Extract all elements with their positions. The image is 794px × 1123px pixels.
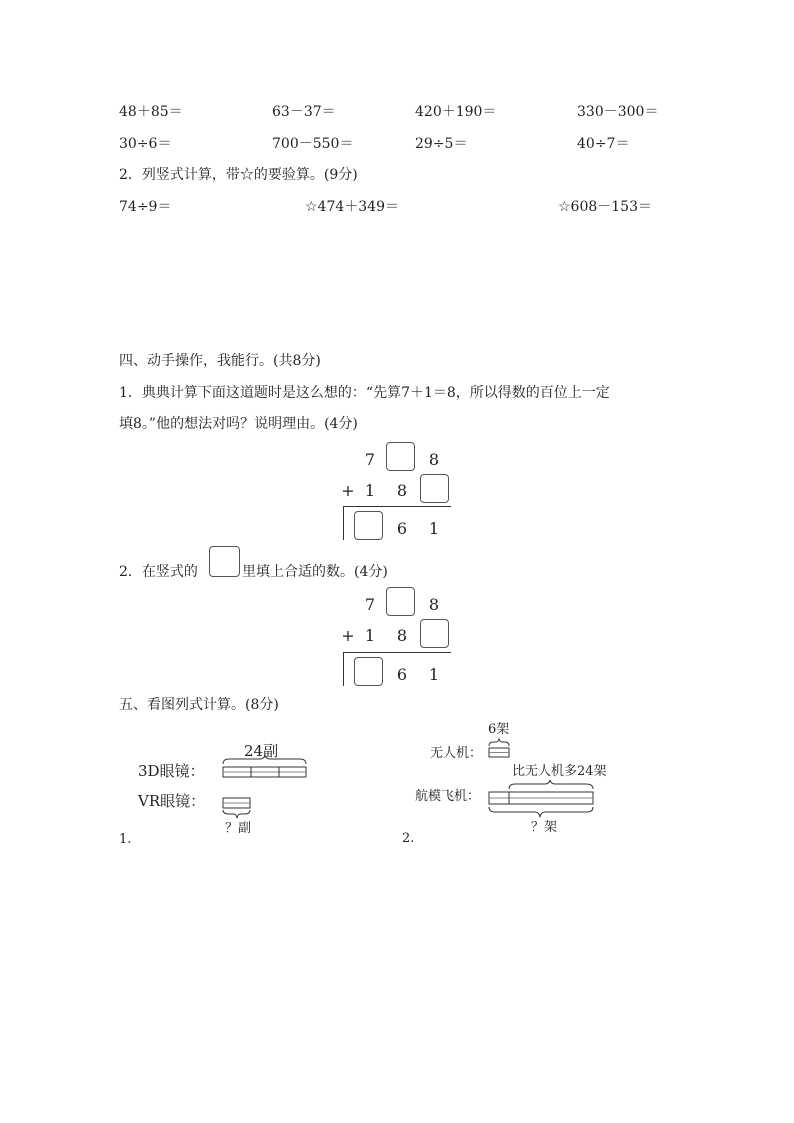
question-title: 2．列竖式计算，带☆的要验算。(9分) — [119, 167, 358, 183]
figure-number: 1. — [119, 832, 132, 847]
vertical-calc-item: 74÷9＝ — [119, 199, 172, 215]
calc-item: 63－37＝ — [272, 104, 336, 120]
vertical-calc-item: ☆474＋349＝ — [305, 199, 399, 215]
brace-label: ？副 — [225, 821, 252, 836]
calc-item: 420＋190＝ — [415, 104, 497, 120]
digit: 8 — [396, 626, 408, 645]
digit: 7 — [364, 595, 376, 614]
digit: 8 — [396, 481, 408, 500]
plus-sign: + — [341, 481, 355, 500]
digit: 1 — [364, 481, 376, 500]
brace-label: 比无人机多24架 — [512, 764, 607, 779]
digit: 6 — [396, 519, 408, 538]
problem-text: 填8。”他的想法对吗？说明理由。(4分) — [119, 416, 358, 432]
digit: 7 — [364, 450, 376, 469]
brace-label: 24副 — [244, 742, 279, 760]
digit: 1 — [428, 665, 440, 684]
row-label: 航模飞机： — [415, 789, 481, 804]
digit: 6 — [396, 665, 408, 684]
digit: 8 — [428, 450, 440, 469]
row-label: 无人机： — [430, 746, 483, 761]
plus-sign: + — [341, 626, 355, 645]
figure-number: 2. — [402, 831, 415, 846]
calc-item: 30÷6＝ — [119, 136, 172, 152]
row-label: VR眼镜： — [138, 792, 206, 810]
problem-text: 2．在竖式的 — [119, 564, 198, 580]
calc-item: 29÷5＝ — [415, 136, 468, 152]
row-label: 3D眼镜： — [138, 762, 205, 780]
problem-text: 1．典典计算下面这道题时是这么想的：“先算7＋1＝8，所以得数的百位上一定 — [119, 385, 610, 401]
section-title: 五、看图列式计算。(8分) — [119, 697, 279, 713]
digit: 1 — [364, 626, 376, 645]
calc-item: 330－300＝ — [577, 104, 659, 120]
digit: 1 — [428, 519, 440, 538]
brace-label: ？架 — [531, 820, 558, 835]
digit: 8 — [428, 595, 440, 614]
section-title: 四、动手操作，我能行。(共8分) — [119, 353, 321, 369]
problem-text: 里填上合适的数。(4分) — [242, 564, 388, 580]
calc-item: 40÷7＝ — [577, 136, 630, 152]
calc-item: 48＋85＝ — [119, 104, 183, 120]
vertical-calc-item: ☆608－153＝ — [558, 199, 652, 215]
brace-label: 6架 — [488, 722, 510, 737]
calc-item: 700－550＝ — [272, 136, 354, 152]
